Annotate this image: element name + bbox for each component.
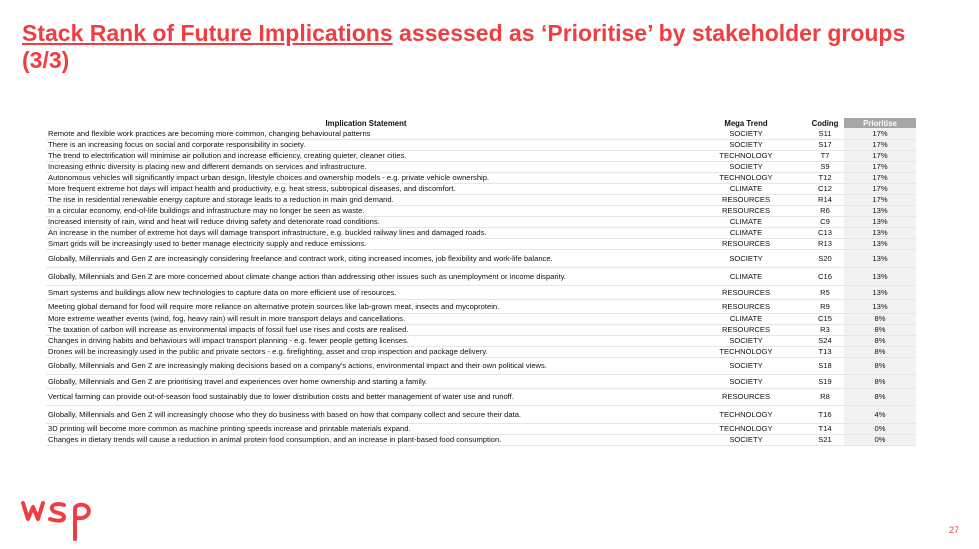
table-row	[46, 238, 916, 249]
table-row	[46, 194, 916, 205]
mega-trend-cell: SOCIETY	[686, 357, 806, 374]
coding-cell: T14	[806, 423, 844, 434]
mega-trend-cell: RESOURCES	[686, 285, 806, 299]
prioritise-cell: 13%	[844, 238, 916, 249]
coding-cell: R3	[806, 324, 844, 335]
coding-cell: S24	[806, 335, 844, 346]
mega-trend-cell: SOCIETY	[686, 374, 806, 388]
coding-cell: S18	[806, 357, 844, 374]
mega-trend-cell: RESOURCES	[686, 238, 806, 249]
table-row	[46, 285, 916, 299]
table-header-row	[46, 118, 916, 128]
prioritise-cell: 17%	[844, 183, 916, 194]
mega-trend-cell: RESOURCES	[686, 324, 806, 335]
coding-cell: T13	[806, 346, 844, 357]
mega-trend-cell: CLIMATE	[686, 267, 806, 285]
implication-statement-cell: The trend to electrification will minimise air pollution and increase efficiency, creating quieter, cleaner cities.	[46, 150, 686, 161]
table-row	[46, 423, 916, 434]
title-rest: assessed as ‘Prioritise’ by stakeholder groups (3/3)	[22, 20, 906, 73]
table-row	[46, 313, 916, 324]
table-row	[46, 128, 916, 139]
wsp-logo	[20, 497, 94, 546]
mega-trend-cell: RESOURCES	[686, 205, 806, 216]
mega-trend-cell: CLIMATE	[686, 183, 806, 194]
implication-statement-cell: Autonomous vehicles will significantly impact urban design, lifestyle choices and ownership models - e.g. private vehicle ownership.	[46, 172, 686, 183]
implication-statement-cell: Vertical farming can provide out-of-season food sustainably due to lower distribution costs and better management of water use and runoff.	[46, 388, 686, 405]
prioritise-cell: 0%	[844, 434, 916, 445]
coding-cell: S11	[806, 128, 844, 139]
implication-statement-cell: Increasing ethnic diversity is placing new and different demands on services and infrastructure.	[46, 161, 686, 172]
table-row	[46, 374, 916, 388]
table-row	[46, 267, 916, 285]
prioritise-cell: 13%	[844, 216, 916, 227]
implication-statement-cell: Globally, Millennials and Gen Z are increasingly considering freelance and contract work, citing increased incomes, job flexibility and work-life balance.	[46, 249, 686, 267]
implication-statement-cell: Drones will be increasingly used in the public and private sectors - e.g. firefighting, asset and crop inspection and package delivery.	[46, 346, 686, 357]
prioritise-cell: 17%	[844, 128, 916, 139]
mega-trend-cell: TECHNOLOGY	[686, 423, 806, 434]
coding-cell: T12	[806, 172, 844, 183]
mega-trend-cell: SOCIETY	[686, 249, 806, 267]
coding-cell: R9	[806, 299, 844, 313]
header-prioritise: Prioritise	[844, 118, 916, 128]
mega-trend-cell: CLIMATE	[686, 216, 806, 227]
prioritise-cell: 17%	[844, 172, 916, 183]
coding-cell: T7	[806, 150, 844, 161]
table-row	[46, 335, 916, 346]
implication-statement-cell: The taxation of carbon will increase as environmental impacts of fossil fuel use rises and costs are realised.	[46, 324, 686, 335]
coding-cell: S19	[806, 374, 844, 388]
table-row	[46, 357, 916, 374]
table-row	[46, 216, 916, 227]
implication-statement-cell: Increased intensity of rain, wind and heat will reduce driving safety and deteriorate road conditions.	[46, 216, 686, 227]
implication-statement-cell: There is an increasing focus on social and corporate responsibility in society.	[46, 139, 686, 150]
prioritise-cell: 13%	[844, 285, 916, 299]
implication-statement-cell: Smart systems and buildings allow new technologies to capture data on more efficient use of resources.	[46, 285, 686, 299]
mega-trend-cell: TECHNOLOGY	[686, 172, 806, 183]
implication-statement-cell: Changes in driving habits and behaviours will impact transport planning - e.g. fewer people getting licenses.	[46, 335, 686, 346]
coding-cell: S9	[806, 161, 844, 172]
prioritise-cell: 13%	[844, 205, 916, 216]
coding-cell: R5	[806, 285, 844, 299]
table-row	[46, 299, 916, 313]
coding-cell: R13	[806, 238, 844, 249]
table-row	[46, 249, 916, 267]
table-row	[46, 388, 916, 405]
coding-cell: C15	[806, 313, 844, 324]
implication-statement-cell: Globally, Millennials and Gen Z are more concerned about climate change action than addressing other issues such as unemployment or income disparity.	[46, 267, 686, 285]
prioritise-cell: 17%	[844, 150, 916, 161]
implication-statement-cell: 3D printing will become more common as machine printing speeds increase and printable materials expand.	[46, 423, 686, 434]
coding-cell: C9	[806, 216, 844, 227]
table-row	[46, 183, 916, 194]
header-implication-statement: Implication Statement	[325, 118, 407, 128]
mega-trend-cell: CLIMATE	[686, 227, 806, 238]
prioritise-cell: 8%	[844, 324, 916, 335]
table-row	[46, 324, 916, 335]
prioritise-cell: 13%	[844, 227, 916, 238]
wsp-logo-icon	[20, 497, 94, 541]
prioritise-cell: 8%	[844, 313, 916, 324]
prioritise-cell: 8%	[844, 346, 916, 357]
prioritise-cell: 8%	[844, 388, 916, 405]
implications-table	[46, 118, 916, 446]
table-row	[46, 205, 916, 216]
table-row	[46, 434, 916, 445]
mega-trend-cell: SOCIETY	[686, 335, 806, 346]
table-body	[46, 128, 916, 445]
mega-trend-cell: CLIMATE	[686, 313, 806, 324]
prioritise-cell: 0%	[844, 423, 916, 434]
prioritise-cell: 8%	[844, 335, 916, 346]
mega-trend-cell: RESOURCES	[686, 388, 806, 405]
prioritise-cell: 13%	[844, 249, 916, 267]
coding-cell: R14	[806, 194, 844, 205]
table-row	[46, 227, 916, 238]
implication-statement-cell: Remote and flexible work practices are becoming more common, changing behavioural patterns	[46, 128, 686, 139]
coding-cell: C13	[806, 227, 844, 238]
coding-cell: S20	[806, 249, 844, 267]
coding-cell: C12	[806, 183, 844, 194]
implication-statement-cell: Globally, Millennials and Gen Z will increasingly choose who they do business with based on how that company collect and secure their data.	[46, 405, 686, 423]
prioritise-cell: 8%	[844, 357, 916, 374]
header-mega-trend: Mega Trend	[724, 118, 768, 128]
implication-statement-cell: More frequent extreme hot days will impact health and productivity, e.g. heat stress, subtropical diseases, and discomfort.	[46, 183, 686, 194]
implication-statement-cell: Smart grids will be increasingly used to better manage electricity supply and reduce emissions.	[46, 238, 686, 249]
implication-statement-cell: Globally, Millennials and Gen Z are prioritising travel and experiences over home ownership and starting a family.	[46, 374, 686, 388]
coding-cell: T16	[806, 405, 844, 423]
implication-statement-cell: Globally, Millennials and Gen Z are increasingly making decisions based on a company's actions, environmental impact and their own political views.	[46, 357, 686, 374]
page-number: 27	[948, 525, 959, 535]
implication-statement-cell: In a circular economy, end-of-life buildings and infrastructure may no longer be seen as waste.	[46, 205, 686, 216]
prioritise-cell: 17%	[844, 161, 916, 172]
mega-trend-cell: TECHNOLOGY	[686, 346, 806, 357]
mega-trend-cell: RESOURCES	[686, 299, 806, 313]
table-row	[46, 150, 916, 161]
implication-statement-cell: An increase in the number of extreme hot days will damage transport infrastructure, e.g. buckled railway lines and damaged roads.	[46, 227, 686, 238]
title-underlined: Stack Rank of Future Implications	[22, 20, 393, 46]
coding-cell: C16	[806, 267, 844, 285]
coding-cell: R8	[806, 388, 844, 405]
mega-trend-cell: SOCIETY	[686, 434, 806, 445]
table-row	[46, 346, 916, 357]
prioritise-cell: 17%	[844, 194, 916, 205]
mega-trend-cell: SOCIETY	[686, 161, 806, 172]
table-row	[46, 405, 916, 423]
mega-trend-cell: TECHNOLOGY	[686, 150, 806, 161]
coding-cell: S21	[806, 434, 844, 445]
mega-trend-cell: SOCIETY	[686, 139, 806, 150]
implication-statement-cell: Meeting global demand for food will require more reliance on alternative protein sources like lab-grown meat, insects and mycoprotein.	[46, 299, 686, 313]
table-row	[46, 139, 916, 150]
table-row	[46, 161, 916, 172]
mega-trend-cell: RESOURCES	[686, 194, 806, 205]
coding-cell: R6	[806, 205, 844, 216]
mega-trend-cell: TECHNOLOGY	[686, 405, 806, 423]
implication-statement-cell: The rise in residential renewable energy capture and storage leads to a reduction in main grid demand.	[46, 194, 686, 205]
prioritise-cell: 8%	[844, 374, 916, 388]
mega-trend-cell: SOCIETY	[686, 128, 806, 139]
coding-cell: S17	[806, 139, 844, 150]
prioritise-cell: 17%	[844, 139, 916, 150]
prioritise-cell: 13%	[844, 267, 916, 285]
prioritise-cell: 13%	[844, 299, 916, 313]
header-coding: Coding	[811, 118, 839, 128]
slide-title	[22, 20, 952, 74]
implication-statement-cell: Changes in dietary trends will cause a reduction in animal protein food consumption, and an increase in plant-based food consumption.	[46, 434, 686, 445]
implication-statement-cell: More extreme weather events (wind, fog, heavy rain) will result in more transport delays and cancellations.	[46, 313, 686, 324]
prioritise-cell: 4%	[844, 405, 916, 423]
table-row	[46, 172, 916, 183]
